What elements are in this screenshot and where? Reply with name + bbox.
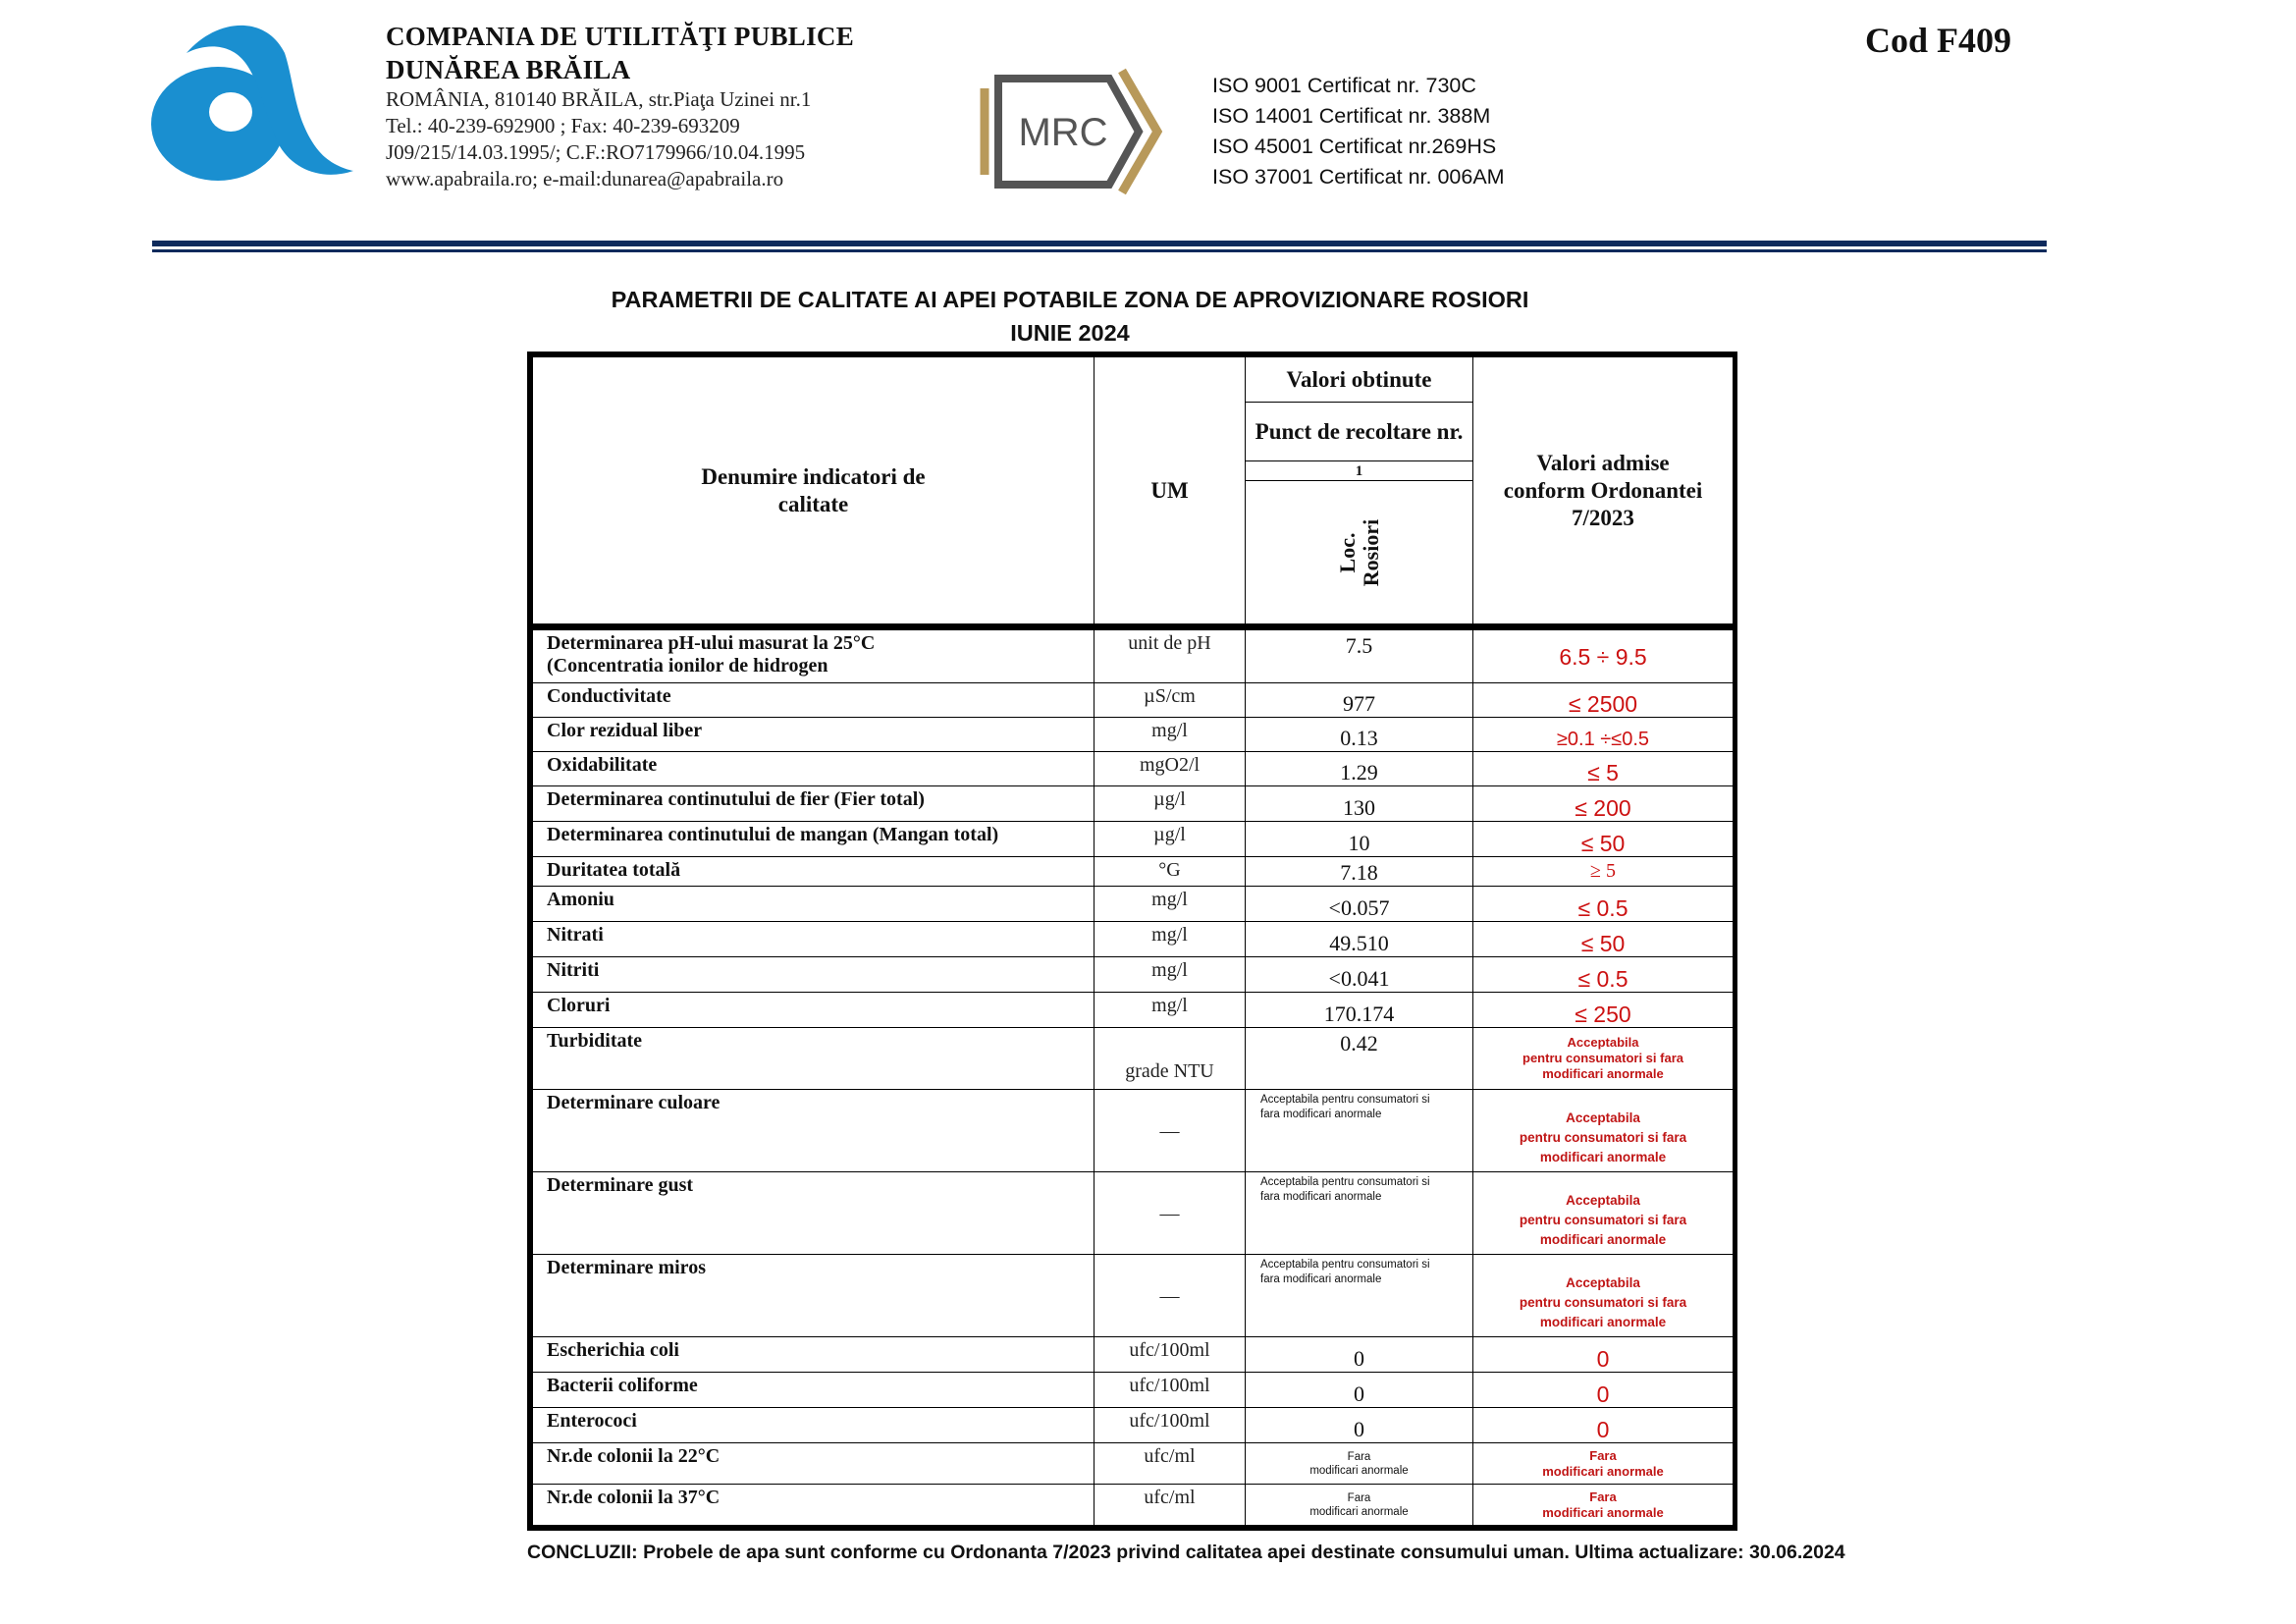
row-value: 49.510 bbox=[1246, 922, 1473, 957]
row-name: Determinarea continutului de fier (Fier total) bbox=[533, 786, 1095, 822]
row-name: Determinare miros bbox=[533, 1255, 1095, 1337]
row-name: Clor rezidual liber bbox=[533, 718, 1095, 752]
header-location: Loc. Rosiori bbox=[1246, 481, 1473, 624]
row-um: µg/l bbox=[1095, 786, 1246, 822]
row-value: 7.18 bbox=[1246, 857, 1473, 887]
table-row bbox=[533, 822, 1734, 857]
row-name: Enterococi bbox=[533, 1408, 1095, 1443]
mrc-logo bbox=[967, 59, 1163, 204]
row-limit: Acceptabila pentru consumatori si fara modificari anormale bbox=[1473, 1028, 1734, 1090]
row-name: Nitrati bbox=[533, 922, 1095, 957]
row-value: 0 bbox=[1246, 1373, 1473, 1408]
row-um: grade NTU bbox=[1095, 1028, 1246, 1090]
row-um: — bbox=[1095, 1172, 1246, 1255]
row-um: unit de pH bbox=[1095, 630, 1246, 683]
row-limit: ≤ 2500 bbox=[1473, 683, 1734, 718]
table-row bbox=[533, 857, 1734, 887]
company-logo bbox=[147, 14, 353, 186]
iso-line: ISO 37001 Certificat nr. 006AM bbox=[1212, 165, 1505, 189]
company-info bbox=[386, 20, 935, 192]
row-value: 170.174 bbox=[1246, 993, 1473, 1028]
row-name: Cloruri bbox=[533, 993, 1095, 1028]
row-limit: Fara modificari anormale bbox=[1473, 1443, 1734, 1485]
conclusion: CONCLUZII: Probele de apa sunt conforme cu Ordonanta 7/2023 privind calitatea apei destinate consumului uman. Ultima actualizare: 30.06.2024 bbox=[527, 1542, 1845, 1563]
row-um: µS/cm bbox=[1095, 683, 1246, 718]
header-um: UM bbox=[1095, 357, 1246, 624]
header-indicator: Denumire indicatori de calitate bbox=[533, 357, 1095, 624]
iso-line: ISO 45001 Certificat nr.269HS bbox=[1212, 135, 1497, 158]
row-value: 0 bbox=[1246, 1408, 1473, 1443]
mrc-logo-text: MRC bbox=[1018, 111, 1108, 154]
row-value: <0.041 bbox=[1246, 957, 1473, 993]
table-row bbox=[533, 1090, 1734, 1172]
row-um: mg/l bbox=[1095, 718, 1246, 752]
header-divider bbox=[152, 241, 2047, 252]
row-value: 1.29 bbox=[1246, 752, 1473, 786]
row-name: Nr.de colonii la 22°C bbox=[533, 1443, 1095, 1485]
row-name: Nr.de colonii la 37°C bbox=[533, 1485, 1095, 1526]
row-value: Fara modificari anormale bbox=[1246, 1485, 1473, 1526]
table-row bbox=[533, 1255, 1734, 1337]
table-row bbox=[533, 752, 1734, 786]
row-um: ufc/100ml bbox=[1095, 1373, 1246, 1408]
row-name: Duritatea totală bbox=[533, 857, 1095, 887]
table-row bbox=[533, 993, 1734, 1028]
row-name: Nitriti bbox=[533, 957, 1095, 993]
table-row bbox=[533, 630, 1734, 683]
row-limit: ≥0.1 ÷≤0.5 bbox=[1473, 718, 1734, 752]
header-limits: Valori admise conform Ordonantei 7/2023 bbox=[1473, 357, 1734, 624]
table-row bbox=[533, 683, 1734, 718]
row-um: mg/l bbox=[1095, 922, 1246, 957]
row-um: µg/l bbox=[1095, 822, 1246, 857]
iso-certificates bbox=[1212, 71, 1605, 192]
row-limit: 6.5 ÷ 9.5 bbox=[1473, 630, 1734, 683]
table-row bbox=[533, 1337, 1734, 1373]
row-limit: 0 bbox=[1473, 1373, 1734, 1408]
row-name: Escherichia coli bbox=[533, 1337, 1095, 1373]
row-name: Oxidabilitate bbox=[533, 752, 1095, 786]
header-values: Valori obtinute bbox=[1246, 357, 1473, 403]
table-row bbox=[533, 1485, 1734, 1526]
row-name: Bacterii coliforme bbox=[533, 1373, 1095, 1408]
row-value: 0 bbox=[1246, 1337, 1473, 1373]
row-value: Acceptabila pentru consumatori si fara modificari anormale bbox=[1246, 1090, 1473, 1172]
document-period: IUNIE 2024 bbox=[1010, 320, 1130, 346]
row-value: Fara modificari anormale bbox=[1246, 1443, 1473, 1485]
iso-line: ISO 9001 Certificat nr. 730C bbox=[1212, 74, 1476, 97]
row-name: Determinarea continutului de mangan (Mangan total) bbox=[533, 822, 1095, 857]
table-row bbox=[533, 786, 1734, 822]
row-value: 0.42 bbox=[1246, 1028, 1473, 1090]
row-name: (Concentratia ionilor de hidrogen bbox=[547, 655, 828, 677]
row-um: — bbox=[1095, 1090, 1246, 1172]
row-limit: ≤ 50 bbox=[1473, 922, 1734, 957]
row-um: mg/l bbox=[1095, 887, 1246, 922]
row-value: Acceptabila pentru consumatori si fara modificari anormale bbox=[1246, 1172, 1473, 1255]
row-name: Turbiditate bbox=[533, 1028, 1095, 1090]
row-limit: ≤ 200 bbox=[1473, 786, 1734, 822]
form-code: Cod F409 bbox=[1865, 21, 2012, 60]
row-um: ufc/100ml bbox=[1095, 1337, 1246, 1373]
table-row bbox=[533, 1408, 1734, 1443]
row-um: °G bbox=[1095, 857, 1246, 887]
row-limit: ≤ 50 bbox=[1473, 822, 1734, 857]
company-address: ROMÂNIA, 810140 BRĂILA, str.Piaţa Uzinei nr.1 bbox=[386, 87, 812, 111]
row-um: mg/l bbox=[1095, 957, 1246, 993]
row-limit: Acceptabila pentru consumatori si fara modificari anormale bbox=[1473, 1090, 1734, 1172]
row-um: mgO2/l bbox=[1095, 752, 1246, 786]
row-limit: ≤ 0.5 bbox=[1473, 957, 1734, 993]
row-limit: 0 bbox=[1473, 1408, 1734, 1443]
table-row bbox=[533, 957, 1734, 993]
row-um: mg/l bbox=[1095, 993, 1246, 1028]
row-limit: 0 bbox=[1473, 1337, 1734, 1373]
table-row bbox=[533, 887, 1734, 922]
row-um: ufc/ml bbox=[1095, 1443, 1246, 1485]
table-row bbox=[533, 718, 1734, 752]
row-um: ufc/ml bbox=[1095, 1485, 1246, 1526]
row-value: Acceptabila pentru consumatori si fara modificari anormale bbox=[1246, 1255, 1473, 1337]
quality-table bbox=[527, 352, 1737, 1531]
company-name-line2: DUNĂREA BRĂILA bbox=[386, 55, 631, 84]
company-name-line1: COMPANIA DE UTILITĂŢI PUBLICE bbox=[386, 22, 855, 51]
row-name: Determinare culoare bbox=[533, 1090, 1095, 1172]
header-sampling-point: Punct de recoltare nr. bbox=[1246, 403, 1473, 461]
table-row bbox=[533, 1373, 1734, 1408]
row-name: Amoniu bbox=[533, 887, 1095, 922]
row-value: 130 bbox=[1246, 786, 1473, 822]
row-name: Determinare gust bbox=[533, 1172, 1095, 1255]
row-value: 10 bbox=[1246, 822, 1473, 857]
row-um: — bbox=[1095, 1255, 1246, 1337]
company-phone: Tel.: 40-239-692900 ; Fax: 40-239-693209 bbox=[386, 114, 740, 137]
table-row bbox=[533, 1028, 1734, 1090]
header-point-number: 1 bbox=[1246, 461, 1473, 481]
row-name: Conductivitate bbox=[533, 683, 1095, 718]
iso-line: ISO 14001 Certificat nr. 388M bbox=[1212, 104, 1491, 128]
company-registration: J09/215/14.03.1995/; C.F.:RO7179966/10.04.1995 bbox=[386, 140, 806, 164]
row-limit: ≥ 5 bbox=[1473, 857, 1734, 887]
row-limit: ≤ 0.5 bbox=[1473, 887, 1734, 922]
row-value: 0.13 bbox=[1246, 718, 1473, 752]
row-name: Determinarea pH-ului masurat la 25°C bbox=[547, 632, 876, 654]
row-value: 977 bbox=[1246, 683, 1473, 718]
row-limit: Fara modificari anormale bbox=[1473, 1485, 1734, 1526]
company-web: www.apabraila.ro; e-mail:dunarea@apabraila.ro bbox=[386, 167, 784, 190]
document-title: PARAMETRII DE CALITATE AI APEI POTABILE ZONA DE APROVIZIONARE ROSIORI bbox=[611, 287, 1529, 312]
row-limit: Acceptabila pentru consumatori si fara modificari anormale bbox=[1473, 1255, 1734, 1337]
row-limit: Acceptabila pentru consumatori si fara modificari anormale bbox=[1473, 1172, 1734, 1255]
row-um: ufc/100ml bbox=[1095, 1408, 1246, 1443]
row-value: <0.057 bbox=[1246, 887, 1473, 922]
row-limit: ≤ 5 bbox=[1473, 752, 1734, 786]
table-row bbox=[533, 1443, 1734, 1485]
table-row bbox=[533, 922, 1734, 957]
row-limit: ≤ 250 bbox=[1473, 993, 1734, 1028]
table-row bbox=[533, 1172, 1734, 1255]
row-value: 7.5 bbox=[1246, 630, 1473, 683]
